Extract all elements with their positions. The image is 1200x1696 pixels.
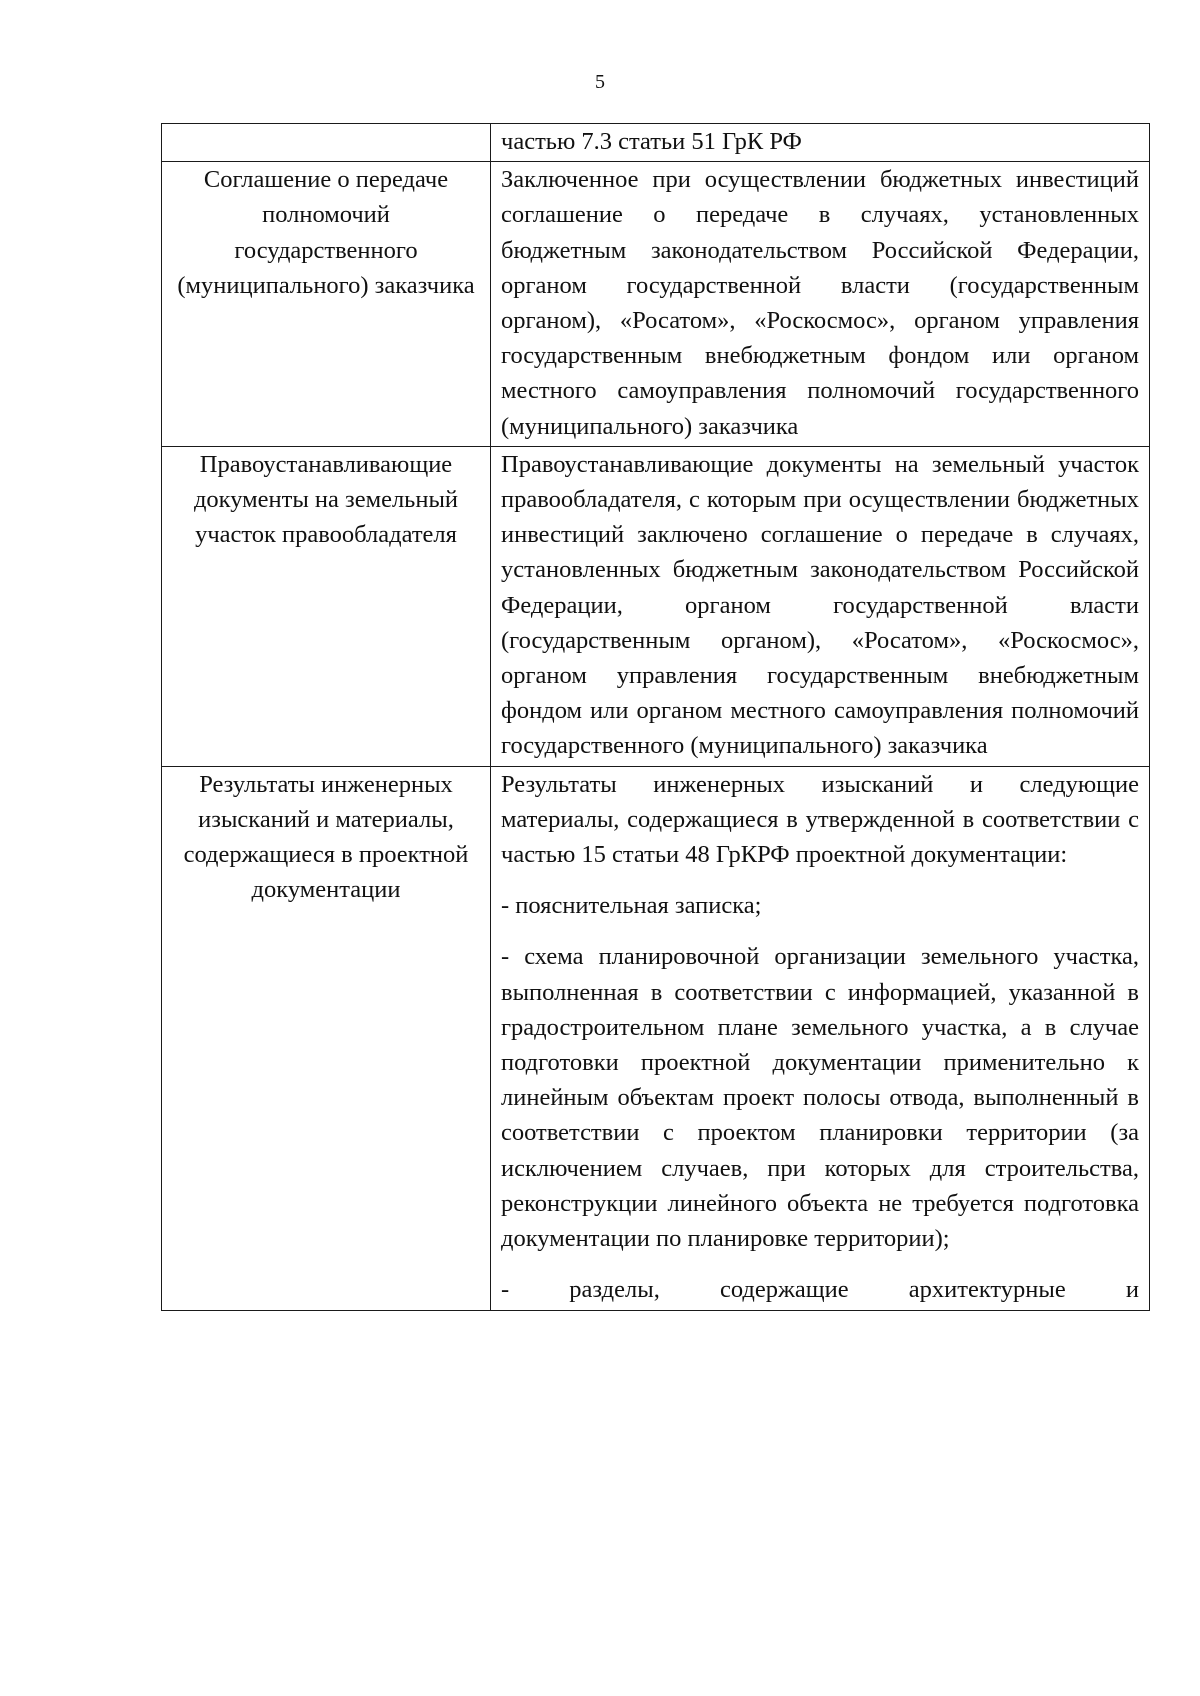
description-paragraph: Результаты инженерных изысканий и следующие материалы, содержащиеся в утвержденной в соответствии с частью 15 статьи 48 ГрКРФ проектной документации: <box>501 770 1139 869</box>
term-cell: Результаты инженерных изысканий и материалы, содержащиеся в проектной документации <box>162 766 491 1310</box>
description-paragraph: - разделы, содержащие архитектурные и <box>501 1276 1139 1304</box>
description-cell <box>491 446 1150 766</box>
table-row <box>162 446 1150 766</box>
description-paragraph: частью 7.3 статьи 51 ГрК РФ <box>501 128 802 155</box>
description-cell <box>491 124 1150 162</box>
table-row <box>162 124 1150 162</box>
description-paragraph: Заключенное при осуществлении бюджетных инвестиций соглашение о передаче в случаях, установленных бюджетным законодательством Российской Федерации, органом государственной власти (государственным органом), «Росатом», «Роскосмос», органом управления государственным внебюджетным фондом или органом местного самоуправления полномочий государственного (муниципального) заказчика <box>501 166 1139 440</box>
table-row <box>162 162 1150 447</box>
description-paragraph: - схема планировочной организации земельного участка, выполненная в соответствии с информацией, указанной в градостроительном плане земельного участка, а в случае подготовки проектной документации применительно к линейным объектам проект полосы отвода, выполненный в соответствии с проектом планировки территории (за исключением случаев, при которых для строительства, реконструкции линейного объекта не требуется подготовка документации по планировке территории); <box>501 943 1139 1253</box>
term-cell: Правоустанавливающие документы на земельный участок правообладателя <box>162 446 491 766</box>
page-number: 5 <box>595 71 605 93</box>
description-cell <box>491 162 1150 447</box>
term-cell: Соглашение о передаче полномочий государственного (муниципального) заказчика <box>162 162 491 447</box>
description-paragraph: - пояснительная записка; <box>501 892 762 920</box>
table-row <box>162 766 1150 1310</box>
description-cell <box>491 766 1150 1310</box>
requirements-table <box>161 123 1150 1311</box>
term-cell <box>162 124 491 162</box>
description-paragraph: Правоустанавливающие документы на земельный участок правообладателя, с которым при осуществлении бюджетных инвестиций заключено соглашение о передаче в случаях, установленных бюджетным законодательством Российской Федерации, органом государственной власти (государственным органом), «Росатом», «Роскосмос», органом управления государственным внебюджетным фондом или органом местного самоуправления полномочий государственного (муниципального) заказчика <box>501 450 1139 760</box>
